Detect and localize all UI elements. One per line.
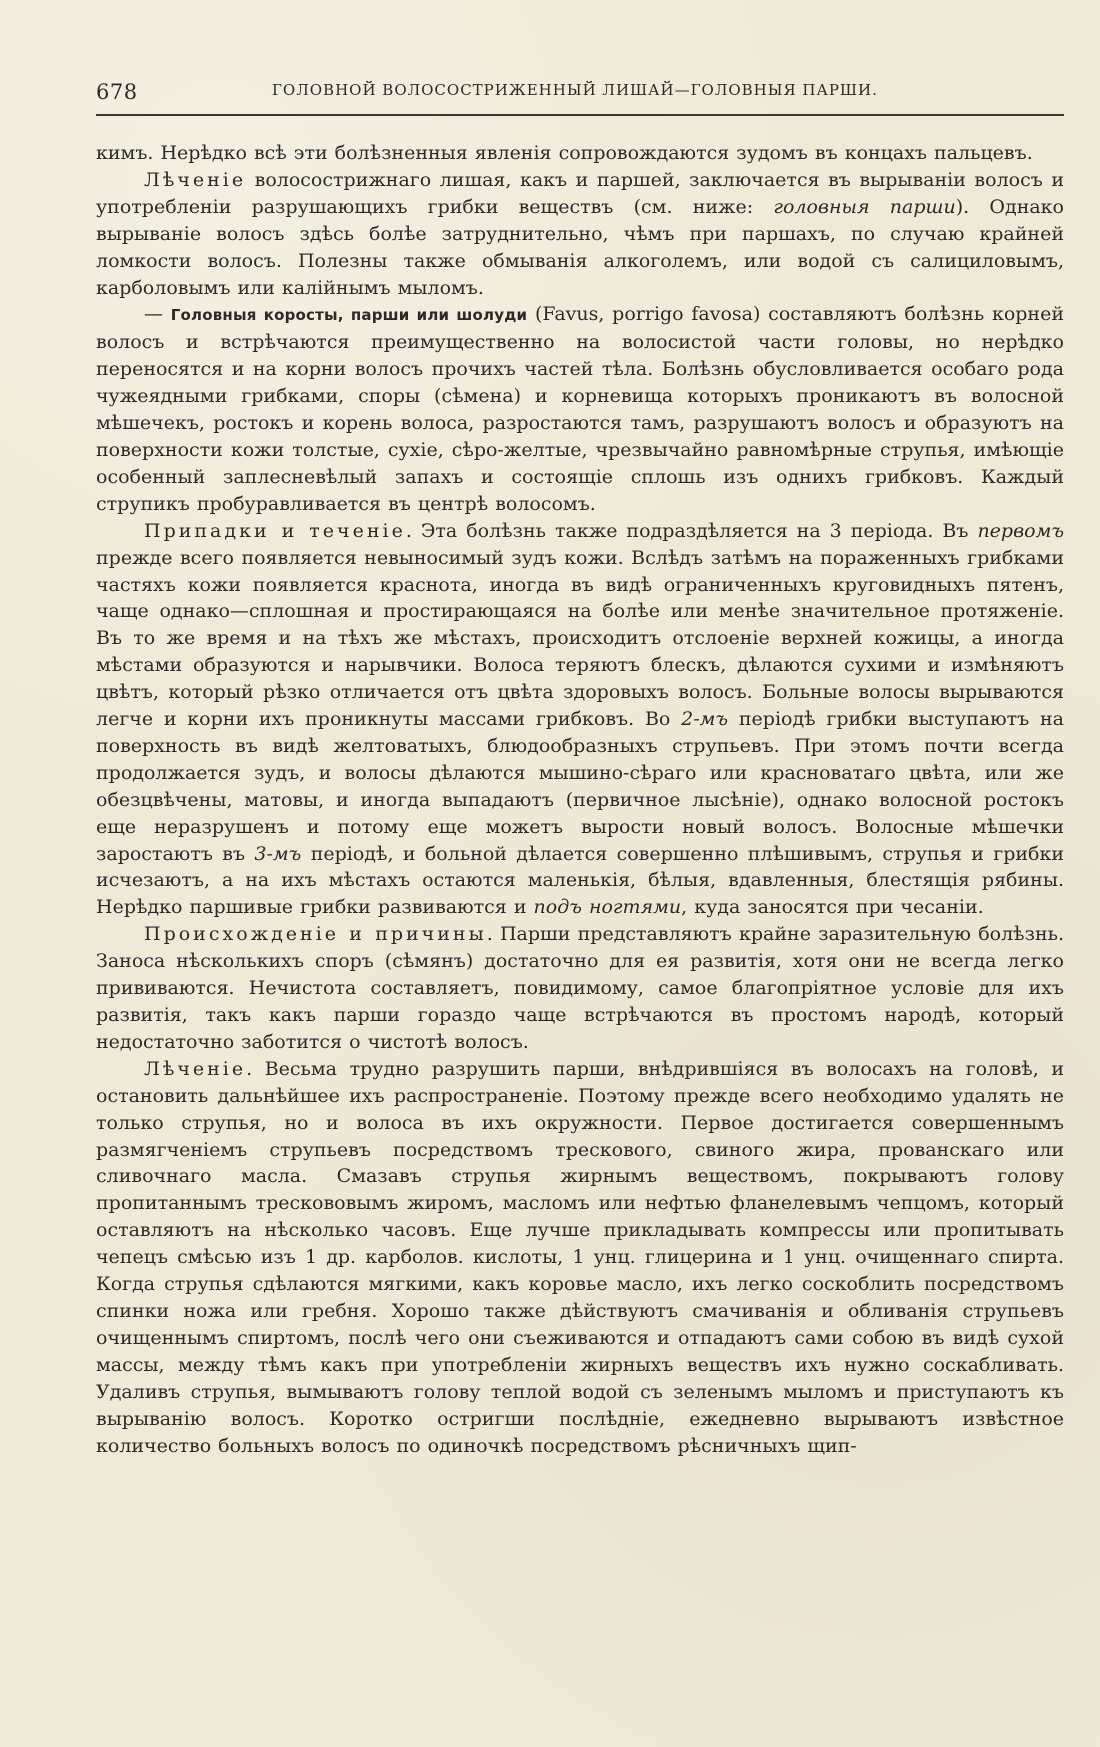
paragraph-text: составляютъ болѣзнь корней волосъ и встрѣчаются преимущественно на волосистой части головы, но нерѣдко переносятся и на корни волосъ прочихъ частей тѣла. Болѣзнь обусловливается особаго рода чужеядными грибками, споры (сѣмена) и корневища которыхъ проникаютъ въ волосной мѣшечекъ, ростокъ и корень волоса, разростаются тамъ, разрушаютъ волосъ и образуютъ на поверхности кожи толстые, сухіе, сѣро-желтые, чрезвычайно равномѣрные струпья, имѣющіе особенный заплесневѣлый запахъ и состоящіе сплошь изъ однихъ грибковъ. Каждый струпикъ пробуравливается въ центрѣ волосомъ. <box>96 303 1064 515</box>
paragraph-treatment-lichen <box>96 167 1064 302</box>
paragraph-symptoms <box>96 518 1064 922</box>
paragraph-text: прежде всего появляется невыносимый зудъ кожи. Вслѣдъ затѣмъ на пораженныхъ грибками частяхъ кожи появляется краснота, иногда въ видѣ ограниченныхъ круговидныхъ пятенъ, чаще однако—сплошная и простирающаяся на болѣе или менѣе значительное протяженіе. Въ то же время и на тѣхъ же мѣстахъ, происходитъ отслоеніе верхней кожицы, а иногда мѣстами образуются и нарывчики. Волоса теряютъ блескъ, дѣлаются сухими и измѣняютъ цвѣтъ, который рѣзко отличается отъ цвѣта здоровыхъ волосъ. Больные волосы вырываются легче и корни ихъ проникнуты массами грибковъ. Во <box>96 546 1064 731</box>
page-content <box>96 140 1064 1730</box>
page-header <box>96 78 1064 116</box>
emphasis-third: 3-мъ <box>254 842 302 865</box>
symptoms-lead: Припадки и теченіе <box>144 519 406 542</box>
paragraph-text: ). Однако вырываніе волосъ здѣсь болѣе затруднительно, чѣмъ при паршахъ, по случаю крайней ломкости волосъ. Полезны также обмыванія алкоголемъ, или водой съ салициловымъ, карболовымъ или калійнымъ мыломъ. <box>96 195 1064 299</box>
paragraph-text: кимъ. Нерѣдко всѣ эти болѣзненныя явленія сопровождаются зудомъ въ концахъ пальцевъ. <box>96 142 1033 164</box>
paragraph-treatment-favus <box>96 1056 1064 1460</box>
entry-heading: Головныя коросты, парши или шолуди <box>170 306 528 325</box>
paragraph-text: . Весьма трудно разрушить парши, внѣдрившіяся въ волосахъ на головѣ, и остановить дальнѣйшее ихъ распространеніе. Поэтому прежде всего необходимо удалять не только струпья, но и волоса въ ихъ окружности. Первое достигается совершеннымъ размягченіемъ струпьевъ посредствомъ трескового, свиного жира, прованскаго или сливочнаго масла. Смазавъ струпья жирнымъ веществомъ, покрываютъ голову пропитаннымъ трескововымъ жиромъ, масломъ или нефтью фланелевымъ чепцомъ, который оставляютъ на нѣсколько часовъ. Еще лучше прикладывать компрессы или пропитывать чепецъ смѣсью изъ 1 др. карболов. кислоты, 1 унц. глицерина и 1 унц. очищеннаго спирта. Когда струпья сдѣлаются мягкими, какъ коровье масло, ихъ легко соскоблить посредствомъ спинки ножа или гребня. Хорошо также дѣйствуютъ смачиванія и обливанія струпьевъ очищеннымъ спиртомъ, послѣ чего они съеживаются и отпадаютъ сами собою въ видѣ сухой массы, между тѣмъ какъ при употребленіи жирныхъ веществъ ихъ нужно соскабливать. Удаливъ струпья, вымываютъ голову теплой водой съ зеленымъ мыломъ и приступаютъ къ вырыванію волосъ. Коротко остригши послѣдніе, ежедневно вырываютъ извѣстное количество больныхъ волосъ по одиночкѣ посредствомъ рѣсничныхъ щип- <box>96 1057 1064 1457</box>
emphasis-second: 2-мъ <box>681 708 729 731</box>
paragraph-continuation <box>96 140 1064 167</box>
paragraph-text: періодѣ грибки выступаютъ на поверхность въ видѣ желтоватыхъ, блюдообразныхъ струпьевъ. При этомъ почти всегда продолжается зудъ, и волосы дѣлаются мышино-сѣраго или красноватаго цвѣта, или же обезцвѣчены, матовы, и иногда выпадаютъ (первичное лысѣніе), однако волосной ростокъ еще неразрушенъ и потому еще можетъ вырости новый волосъ. Волосные мѣшечки заростаютъ въ <box>96 708 1064 865</box>
latin-term: (Favus, porrigo favosa) <box>527 303 761 326</box>
paragraph-favus <box>96 301 1064 517</box>
treatment-lead: Лѣченіе <box>144 168 247 191</box>
paragraph-text: , куда заносятся при чесаніи. <box>681 896 984 919</box>
emphasis-first: первомъ <box>977 519 1064 542</box>
paragraph-text: періодѣ, и больной дѣлается совершенно плѣшивымъ, струпья и грибки исчезаютъ, а на ихъ мѣстахъ остаются маленькія, бѣлыя, вдавленныя, блестящія рябины. Нерѣдко паршивые грибки развиваются и <box>96 842 1064 919</box>
paragraph-text: . Парши представляютъ крайне заразительную болѣзнь. Заноса нѣсколькихъ споръ (сѣмянъ) достаточно для ея развитія, хотя они не всегда легко прививаются. Нечистота составляетъ, повидимому, самое благопріятное условіе для ихъ развитія, такъ какъ парши гораздо чаще встрѣчаются въ простомъ народѣ, который недостаточно заботится о чистотѣ волосъ. <box>96 923 1064 1053</box>
page-number: 678 <box>96 80 138 104</box>
causes-lead: Происхожденіе и причины <box>144 923 487 946</box>
emphasis-nails: подъ ногтями <box>533 896 682 919</box>
cross-reference: головныя парши <box>773 195 956 218</box>
paragraph-causes <box>96 921 1064 1056</box>
treatment-lead: Лѣченіе <box>144 1057 247 1080</box>
paragraph-text: волосострижнаго лишая, какъ и паршей, заключается въ вырываніи волосъ и употребленіи разрушающихъ грибки веществъ (см. ниже: <box>96 168 1064 218</box>
entry-dash: — <box>144 303 171 326</box>
running-title: ГОЛОВНОЙ ВОЛОСОСТРИЖЕННЫЙ ЛИШАЙ—ГОЛОВНЫЯ ПАРШИ. <box>272 81 878 99</box>
paragraph-text: . Эта болѣзнь также подраздѣляется на 3 періода. Въ <box>405 519 978 542</box>
